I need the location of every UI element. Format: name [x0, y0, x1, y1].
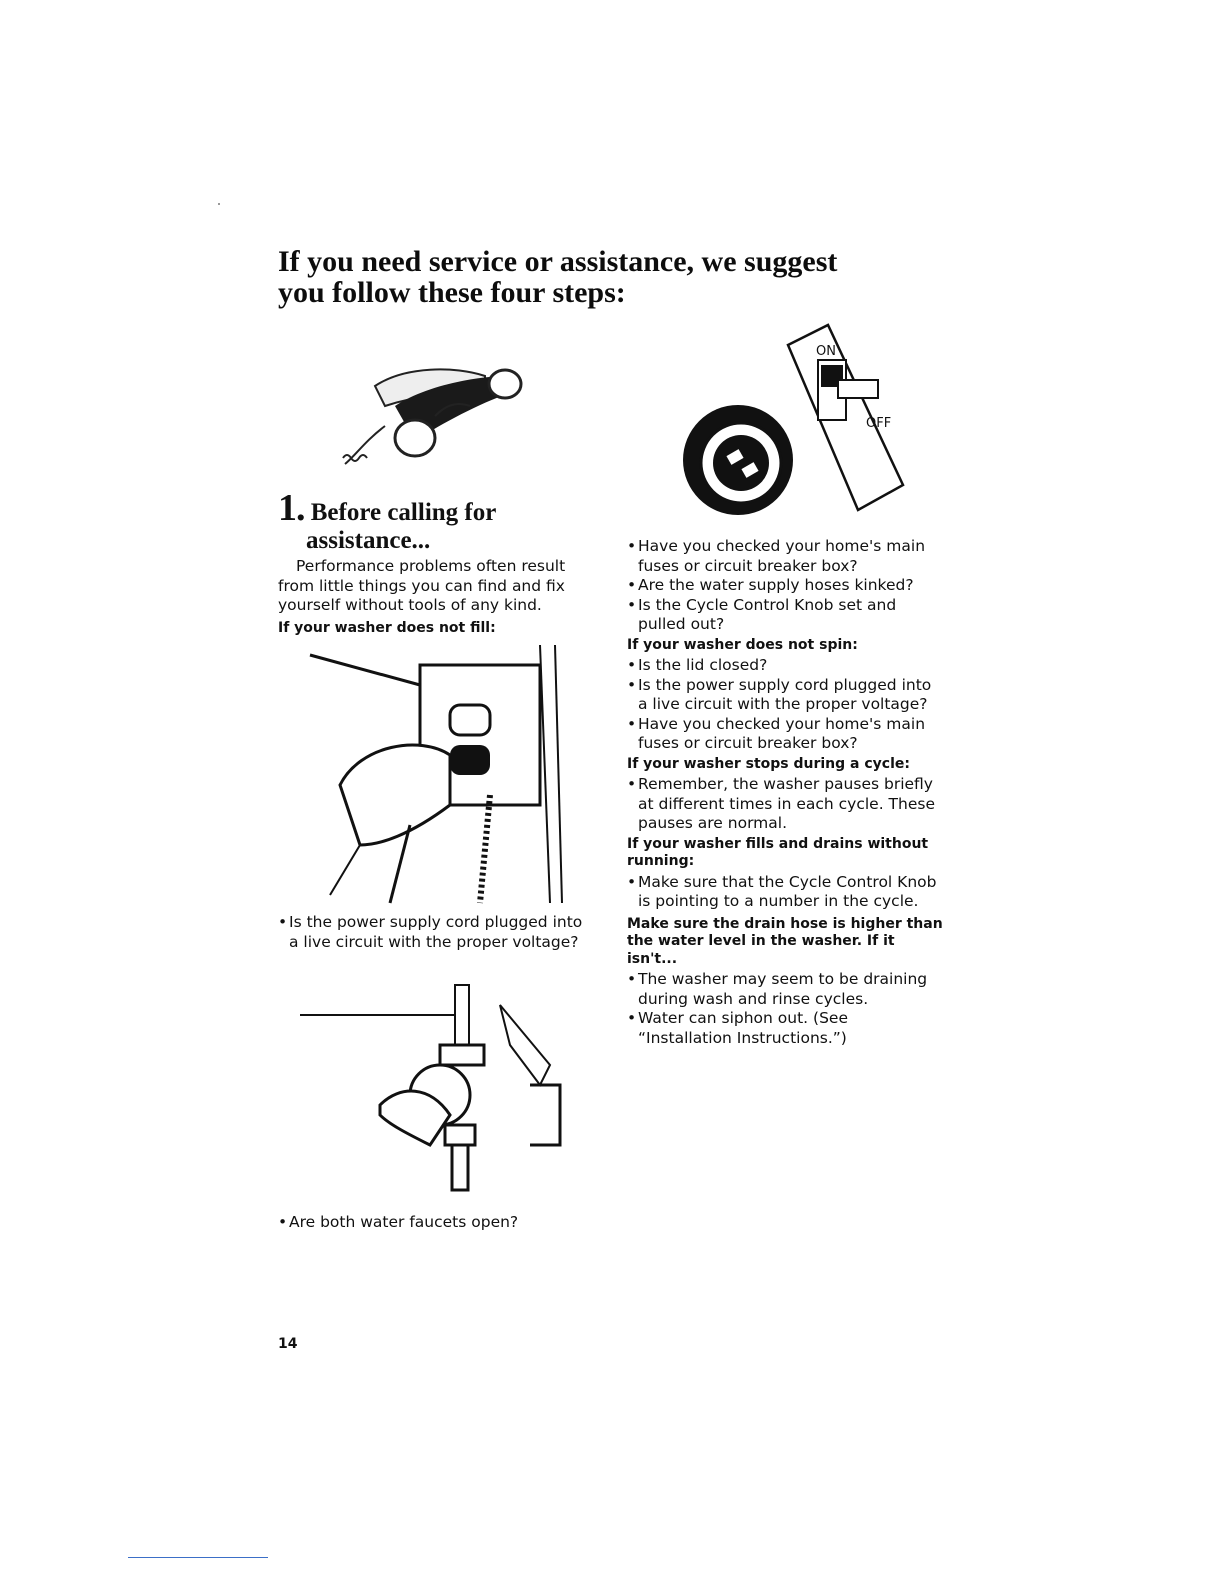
does-not-spin-heading: If your washer does not spin: — [627, 636, 858, 653]
bullet-lid-closed: • Is the lid closed? — [627, 656, 945, 676]
step-number: 1. — [278, 487, 305, 529]
bullet-cycle-knob-set: • Is the Cycle Control Knob set and pulled out? — [627, 596, 945, 635]
breaker-off-label: OFF — [866, 416, 892, 431]
left-bullets-2 — [278, 1213, 593, 1233]
bullet-fuses-spin: • Have you checked your home's main fuses or circuit breaker box? — [627, 715, 945, 754]
page-heading-line1: If you need service or assistance, we suggest — [278, 245, 838, 278]
stops-during-cycle-heading: If your washer stops during a cycle: — [627, 755, 910, 772]
fuse-icon — [683, 405, 793, 515]
does-not-fill-heading: If your washer does not fill: — [278, 619, 496, 636]
fills-and-drains-heading: If your washer fills and drains without running: — [627, 835, 929, 869]
fuse-breaker-illustration — [668, 325, 908, 515]
page-heading-line2: you follow these four steps: — [278, 276, 626, 309]
page-number: 14 — [278, 1336, 298, 1352]
water-faucet-illustration — [300, 985, 562, 1190]
drain-hose-heading: Make sure the drain hose is higher than the water level in the washer. If it isn't... — [627, 915, 943, 967]
footer-rule — [128, 1557, 268, 1558]
breaker-switch-icon — [788, 325, 903, 510]
step-title-line2: assistance... — [306, 527, 431, 554]
page-heading — [278, 246, 938, 308]
breaker-on-label: ON — [816, 344, 836, 359]
bullet-seem-draining: • The washer may seem to be draining during wash and rinse cycles. — [627, 970, 945, 1009]
telephone-illustration — [335, 346, 535, 476]
bullet-pauses-normal: • Remember, the washer pauses briefly at different times in each cycle. These pauses are normal. — [627, 775, 945, 834]
bullet-hoses-kinked: • Are the water supply hoses kinked? — [627, 576, 945, 596]
step-title-line1: Before calling for — [310, 499, 497, 526]
left-bullets-1 — [278, 913, 593, 952]
bullet-knob-pointing: • Make sure that the Cycle Control Knob is pointing to a number in the cycle. — [627, 873, 945, 912]
bullet-fuses-fill: • Have you checked your home's main fuses or circuit breaker box? — [627, 537, 945, 576]
bullet-power-cord-fill: • Is the power supply cord plugged into a live circuit with the proper voltage? — [278, 913, 593, 952]
intro-paragraph: Performance problems often result from little things you can find and fix yourself without tools of any kind. — [278, 557, 566, 614]
power-outlet-illustration — [300, 645, 575, 903]
bullet-faucets-open: • Are both water faucets open? — [278, 1213, 593, 1233]
step-1-title — [278, 487, 608, 555]
bullet-siphon-out: • Water can siphon out. (See “Installation Instructions.”) — [627, 1009, 945, 1048]
scan-speck — [218, 203, 220, 205]
right-column — [627, 537, 945, 1048]
left-column — [278, 557, 590, 639]
bullet-power-cord-spin: • Is the power supply cord plugged into a live circuit with the proper voltage? — [627, 676, 945, 715]
